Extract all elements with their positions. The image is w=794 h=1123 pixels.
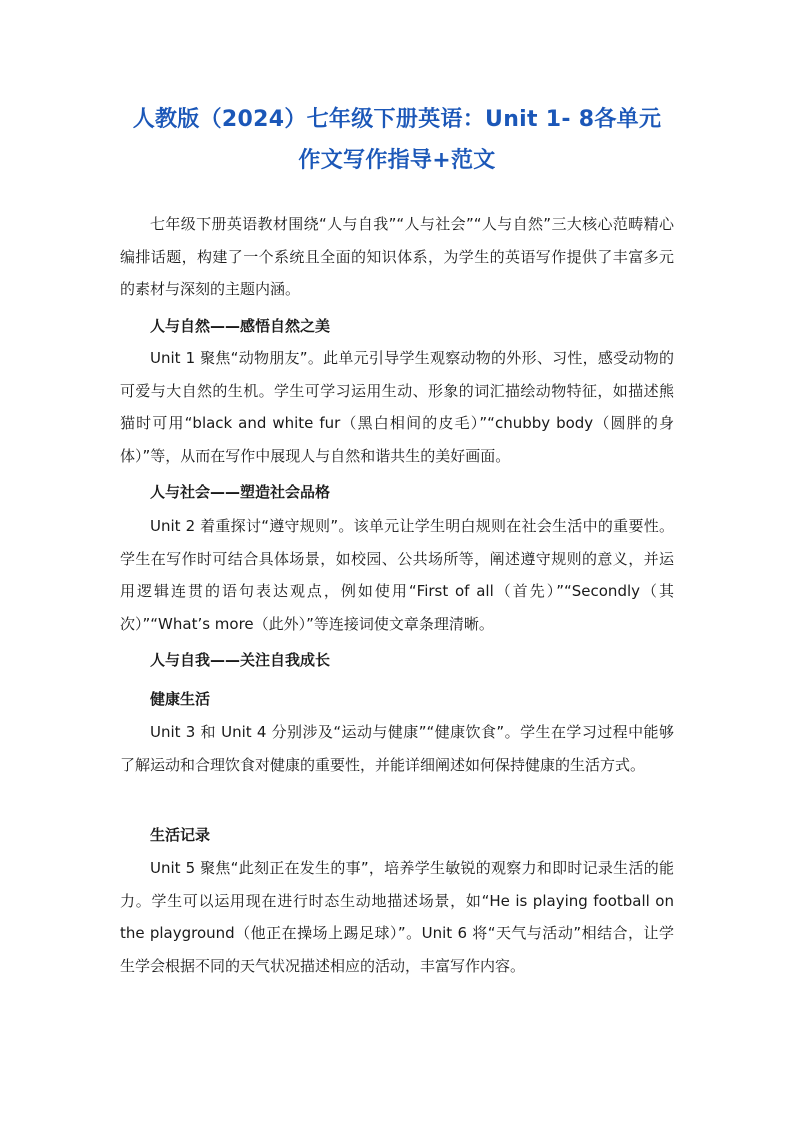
section-heading-society: 人与社会——塑造社会品格 [150, 483, 331, 501]
document-title-line-1: 人教版（2024）七年级下册英语：Unit 1- 8各单元 [132, 107, 662, 132]
section-heading-nature: 人与自然——感悟自然之美 [150, 317, 331, 335]
section-paragraph-life-record: Unit 5 聚焦“此刻正在发生的事”，培养学生敏锐的观察力和即时记录生活的能力。学生可以运用现在进行时态生动地描述场景，如“He is playing football on the playground（他正在操场上踢足球）”。Unit 6 将“天气与活动”相结合，让学生学会根据不同的天气状况描述相应的活动，丰富写作内容。 [120, 859, 674, 975]
section-paragraph-nature: Unit 1 聚焦“动物朋友”。此单元引导学生观察动物的外形、习性，感受动物的可爱与大自然的生机。学生可学习运用生动、形象的词汇描绘动物特征，如描述熊猫时可用“black and white fur（黑白相间的皮毛）”“chubby body（圆胖的身体）”等，从而在写作中展现人与自然和谐共生的美好画面。 [120, 349, 674, 465]
section-paragraph-healthy-life: Unit 3 和 Unit 4 分别涉及“运动与健康”“健康饮食”。学生在学习过程中能够了解运动和合理饮食对健康的重要性，并能详细阐述如何保持健康的生活方式。 [120, 723, 674, 774]
section-paragraph-society: Unit 2 着重探讨“遵守规则”。该单元让学生明白规则在社会生活中的重要性。学生在写作时可结合具体场景，如校园、公共场所等，阐述遵守规则的意义，并运用逻辑连贯的语句表达观点，例如使用“First of all（首先）”“Secondly（其次）”“What’s more（此外）”等连接词使文章条理清晰。 [120, 517, 674, 633]
document-title-line-2: 作文写作指导+范文 [298, 148, 496, 173]
section-heading-self: 人与自我——关注自我成长 [150, 651, 331, 669]
section-heading-life-record: 生活记录 [150, 826, 211, 844]
intro-paragraph: 七年级下册英语教材围绕“人与自我”“人与社会”“人与自然”三大核心范畴精心编排话题，构建了一个系统且全面的知识体系，为学生的英语写作提供了丰富多元的素材与深刻的主题内涵。 [120, 215, 674, 298]
section-heading-healthy-life: 健康生活 [150, 690, 211, 708]
